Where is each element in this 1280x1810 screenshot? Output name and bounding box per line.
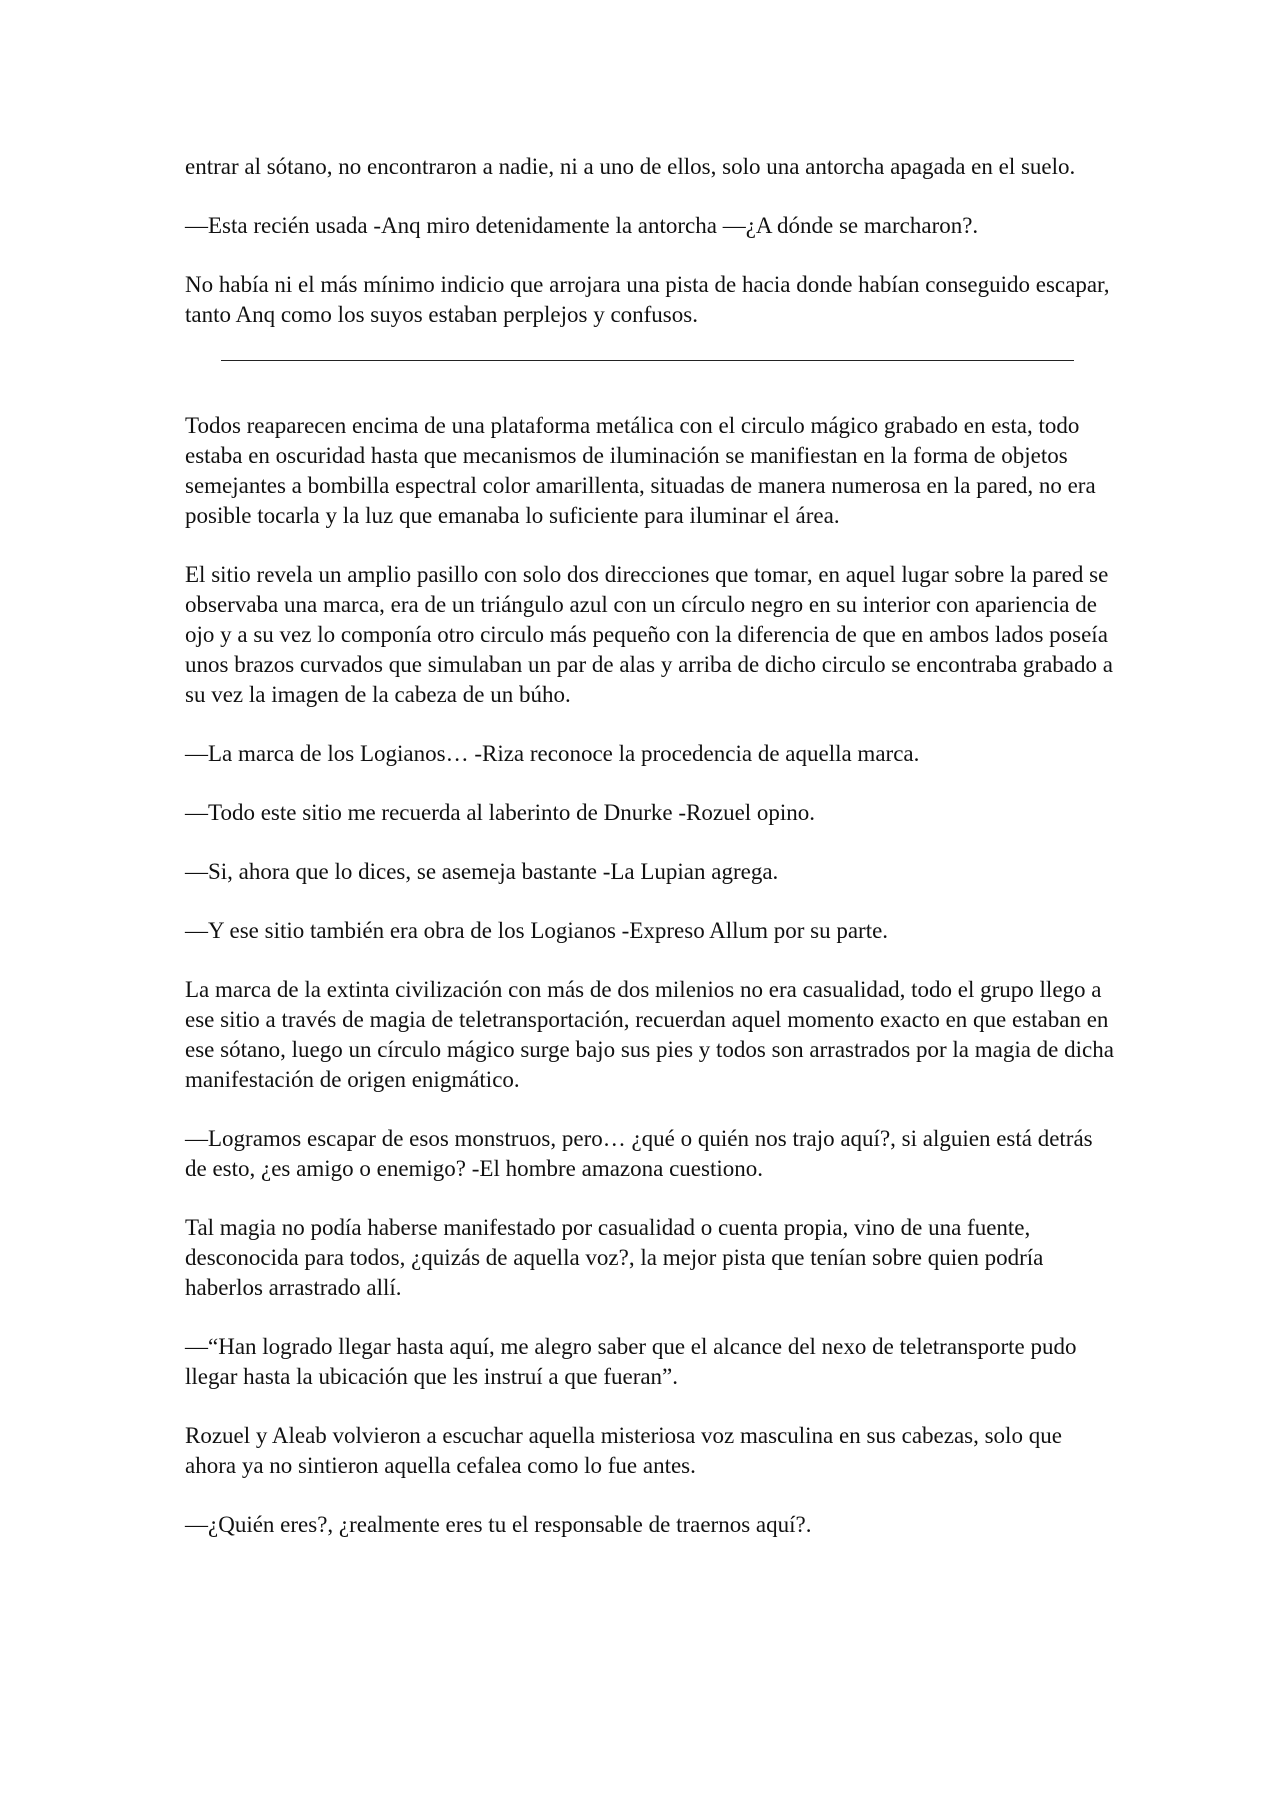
paragraph: —Esta recién usada -Anq miro detenidamente la antorcha —¿A dónde se marcharon?. [185,213,979,238]
paragraph: Todos reaparecen encima de una plataforma metálica con el circulo mágico grabado en esta, todo estaba en oscuridad hasta que mecanismos de iluminación se manifiestan en la forma de objetos semejantes a bombilla espectral color amarillenta, situadas de manera numerosa en la pared, no era posible tocarla y la luz que emanaba lo suficiente para iluminar el área. [185,413,1096,528]
paragraph: El sitio revela un amplio pasillo con solo dos direcciones que tomar, en aquel lugar sobre la pared se observaba una marca, era de un triángulo azul con un círculo negro en su interior con apariencia de ojo y a su vez lo componía otro circulo más pequeño con la diferencia de que en ambos lados poseía unos brazos curvados que simulaban un par de alas y arriba de dicho circulo se encontraba grabado a su vez la imagen de la cabeza de un búho. [185,562,1113,707]
paragraph: —Y ese sitio también era obra de los Logianos -Expreso Allum por su parte. [185,918,889,943]
paragraph: —“Han logrado llegar hasta aquí, me alegro saber que el alcance del nexo de teletransporte pudo llegar hasta la ubicación que les instruí a que fueran”. [185,1334,1077,1389]
paragraph: Rozuel y Aleab volvieron a escuchar aquella misteriosa voz masculina en sus cabezas, solo que ahora ya no sintieron aquella cefalea como lo fue antes. [185,1423,1062,1478]
paragraph: —Todo este sitio me recuerda al laberinto de Dnurke -Rozuel opino. [185,800,816,825]
paragraph: La marca de la extinta civilización con más de dos milenios no era casualidad, todo el grupo llego a ese sitio a través de magia de teletransportación, recuerdan aquel momento exacto en que estaban en ese sótano, luego un círculo mágico surge bajo sus pies y todos son arrastrados por la magia de dicha manifestación de origen enigmático. [185,977,1114,1092]
paragraph: entrar al sótano, no encontraron a nadie, ni a uno de ellos, solo una antorcha apagada en el suelo. [185,154,1076,179]
paragraph: No había ni el más mínimo indicio que arrojara una pista de hacia donde habían conseguido escapar, tanto Anq como los suyos estaban perplejos y confusos. [185,272,1110,327]
paragraph: Tal magia no podía haberse manifestado por casualidad o cuenta propia, vino de una fuente, desconocida para todos, ¿quizás de aquella voz?, la mejor pista que tenían sobre quien podría haberlos arrastrado allí. [185,1215,1044,1300]
paragraph: —Logramos escapar de esos monstruos, pero… ¿qué o quién nos trajo aquí?, si alguien está detrás de esto, ¿es amigo o enemigo? -El hombre amazona cuestiono. [185,1126,1093,1181]
document-page [185,152,1115,1569]
paragraph: —La marca de los Logianos… -Riza reconoce la procedencia de aquella marca. [185,741,920,766]
paragraph: —Si, ahora que lo dices, se asemeja bastante -La Lupian agrega. [185,859,779,884]
section-separator-line [221,360,1074,361]
paragraph: —¿Quién eres?, ¿realmente eres tu el responsable de traernos aquí?. [185,1512,812,1537]
